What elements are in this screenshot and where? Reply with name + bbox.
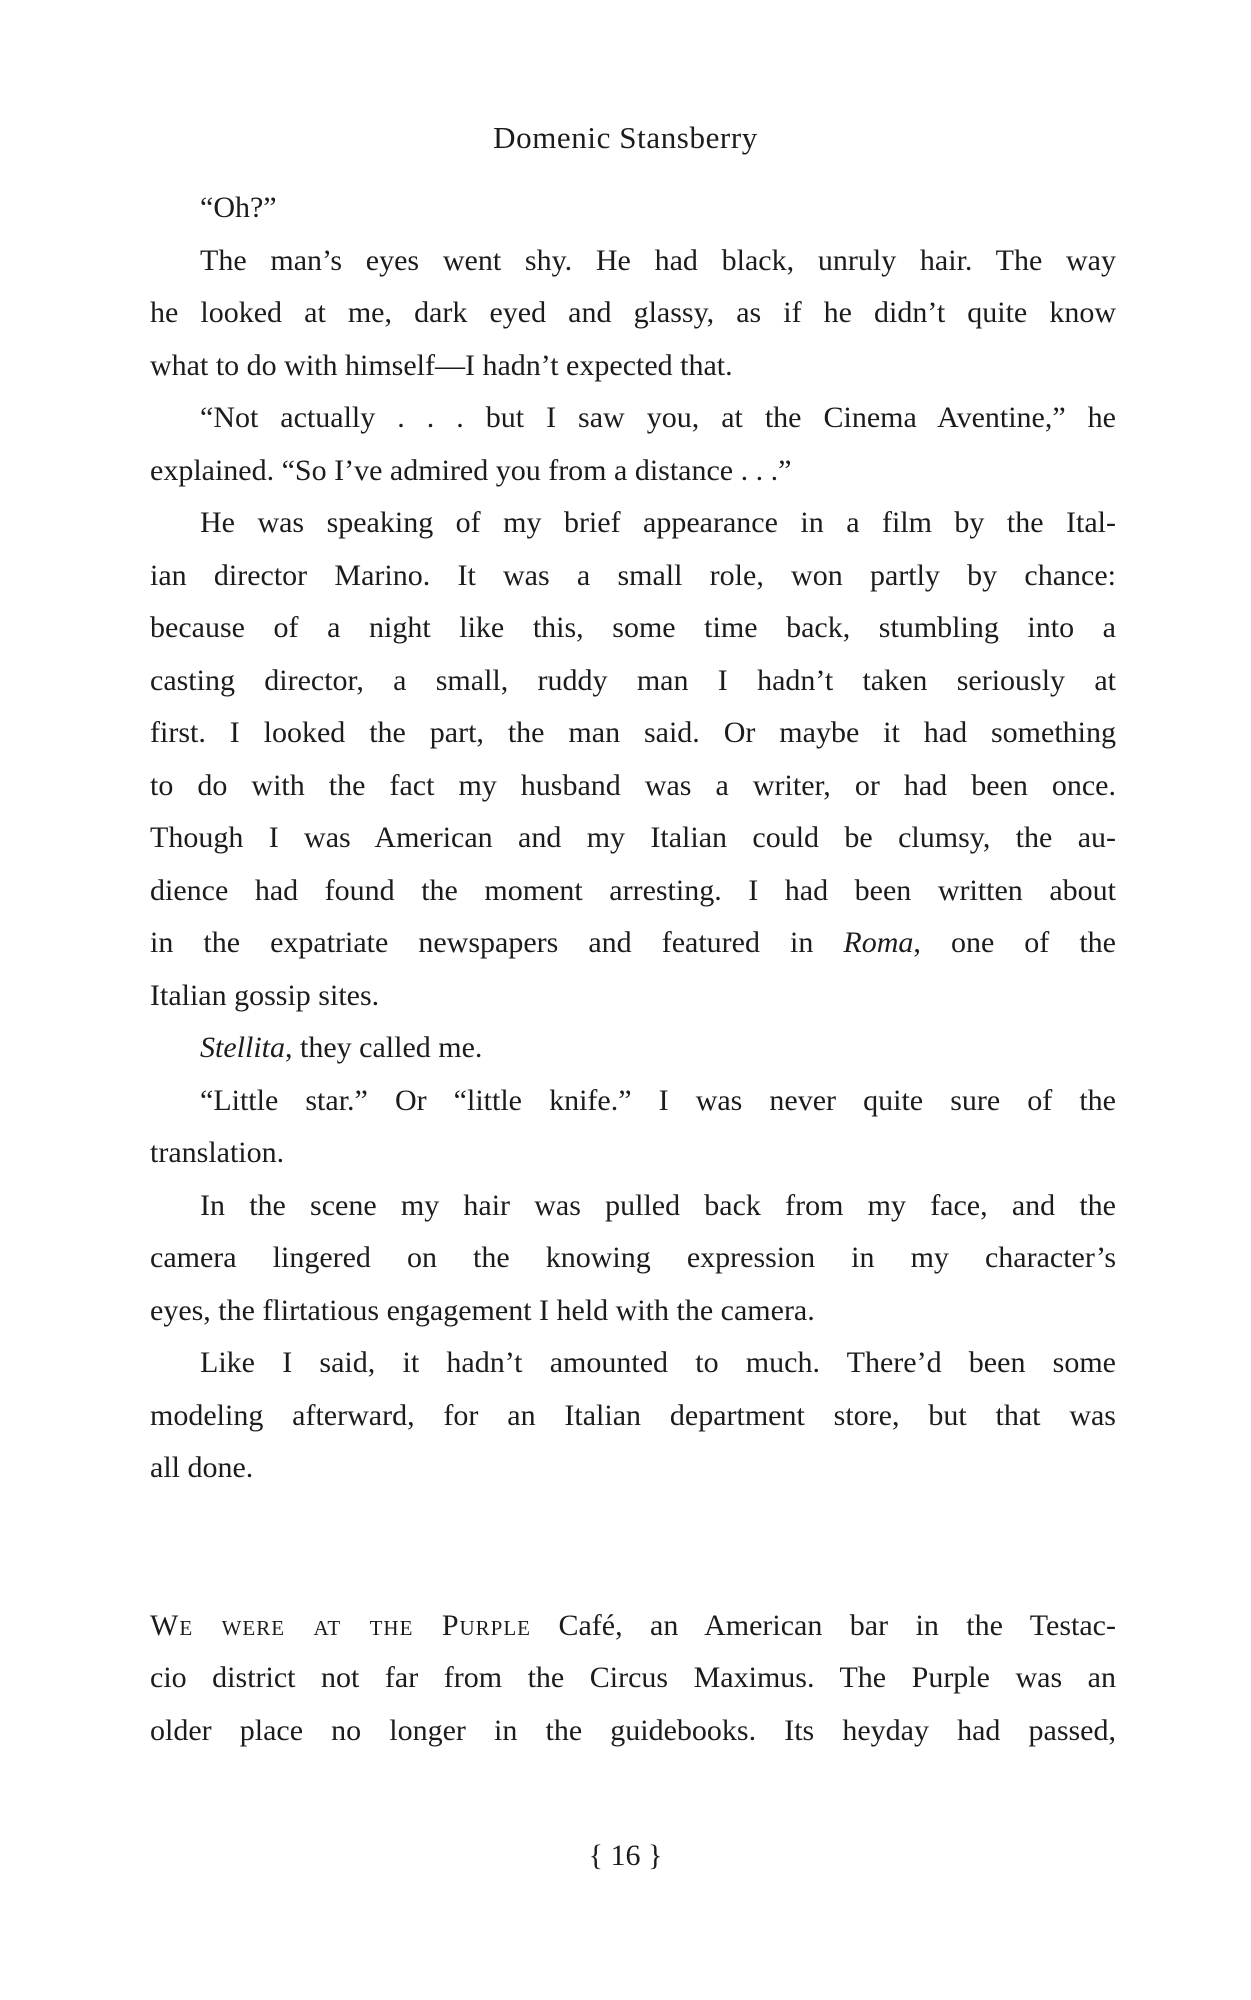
paragraph: [150, 1022, 1116, 1075]
text-line: He was speaking of my brief appearance in a film by the Ital-: [200, 506, 1116, 539]
section-break: [150, 1495, 1116, 1600]
text-line: first. I looked the part, the man said. Or maybe it had something: [150, 716, 1116, 749]
italic-word: Stellita: [200, 1031, 285, 1064]
text-line: “Oh?”: [200, 191, 277, 224]
text-line: what to do with himself—I hadn’t expected that.: [150, 348, 733, 382]
paragraph: [150, 392, 1116, 497]
body-text: [150, 182, 1116, 1757]
text-line: In the scene my hair was pulled back from my face, and the: [200, 1188, 1116, 1222]
text-run: Café, an American bar in the Testac-: [531, 1608, 1116, 1642]
paragraph: [150, 182, 1116, 235]
text-line: The man’s eyes went shy. He had black, unruly hair. The way: [200, 243, 1116, 277]
paragraph: [150, 235, 1116, 393]
text-line: “Little star.” Or “little knife.” I was never quite sure of the: [200, 1083, 1116, 1117]
text-line: eyes, the flirtatious engagement I held with the camera.: [150, 1293, 815, 1327]
text-line: all done.: [150, 1451, 254, 1484]
italic-title: Roma: [843, 926, 914, 959]
running-head: Domenic Stansberry: [493, 120, 758, 155]
text-run: , one of the: [913, 926, 1116, 959]
text-line: Italian gossip sites.: [150, 978, 380, 1012]
text-line: to do with the fact my husband was a writer, or had been once.: [150, 768, 1116, 802]
text-line: “Not actually . . . but I saw you, at the Cinema Aventine,” he: [200, 401, 1116, 434]
text-line: modeling afterward, for an Italian department store, but that was: [150, 1398, 1116, 1432]
text-line: ian director Marino. It was a small role, won partly by chance:: [150, 558, 1116, 592]
paragraph: [150, 1337, 1116, 1495]
paragraph: [150, 1180, 1116, 1338]
text-run: in the expatriate newspapers and featured in: [150, 926, 844, 959]
small-caps-opening: We were at the Purple: [150, 1608, 532, 1642]
text-line: [150, 1022, 1116, 1075]
text-line: [150, 917, 1116, 970]
text-line: casting director, a small, ruddy man I hadn’t taken seriously at: [150, 663, 1116, 697]
paragraph: [150, 497, 1116, 1022]
text-line: Though I was American and my Italian could be clumsy, the au-: [150, 821, 1116, 854]
text-line: camera lingered on the knowing expression in my character’s: [150, 1241, 1116, 1274]
text-line: older place no longer in the guidebooks. Its heyday had passed,: [150, 1713, 1116, 1747]
text-line: dience had found the moment arresting. I had been written about: [150, 873, 1116, 907]
text-line: because of a night like this, some time back, stumbling into a: [150, 611, 1116, 644]
text-line: [150, 1600, 1116, 1653]
text-line: explained. “So I’ve admired you from a distance . . .”: [150, 453, 792, 487]
paragraph: [150, 1075, 1116, 1180]
text-run: , they called me.: [285, 1031, 483, 1064]
text-line: he looked at me, dark eyed and glassy, as if he didn’t quite know: [150, 296, 1116, 329]
page-number: { 16 }: [588, 1839, 663, 1872]
paragraph: [150, 1600, 1116, 1758]
text-line: Like I said, it hadn’t amounted to much. There’d been some: [200, 1346, 1116, 1379]
text-line: translation.: [150, 1136, 285, 1169]
text-line: cio district not far from the Circus Maximus. The Purple was an: [150, 1661, 1116, 1694]
